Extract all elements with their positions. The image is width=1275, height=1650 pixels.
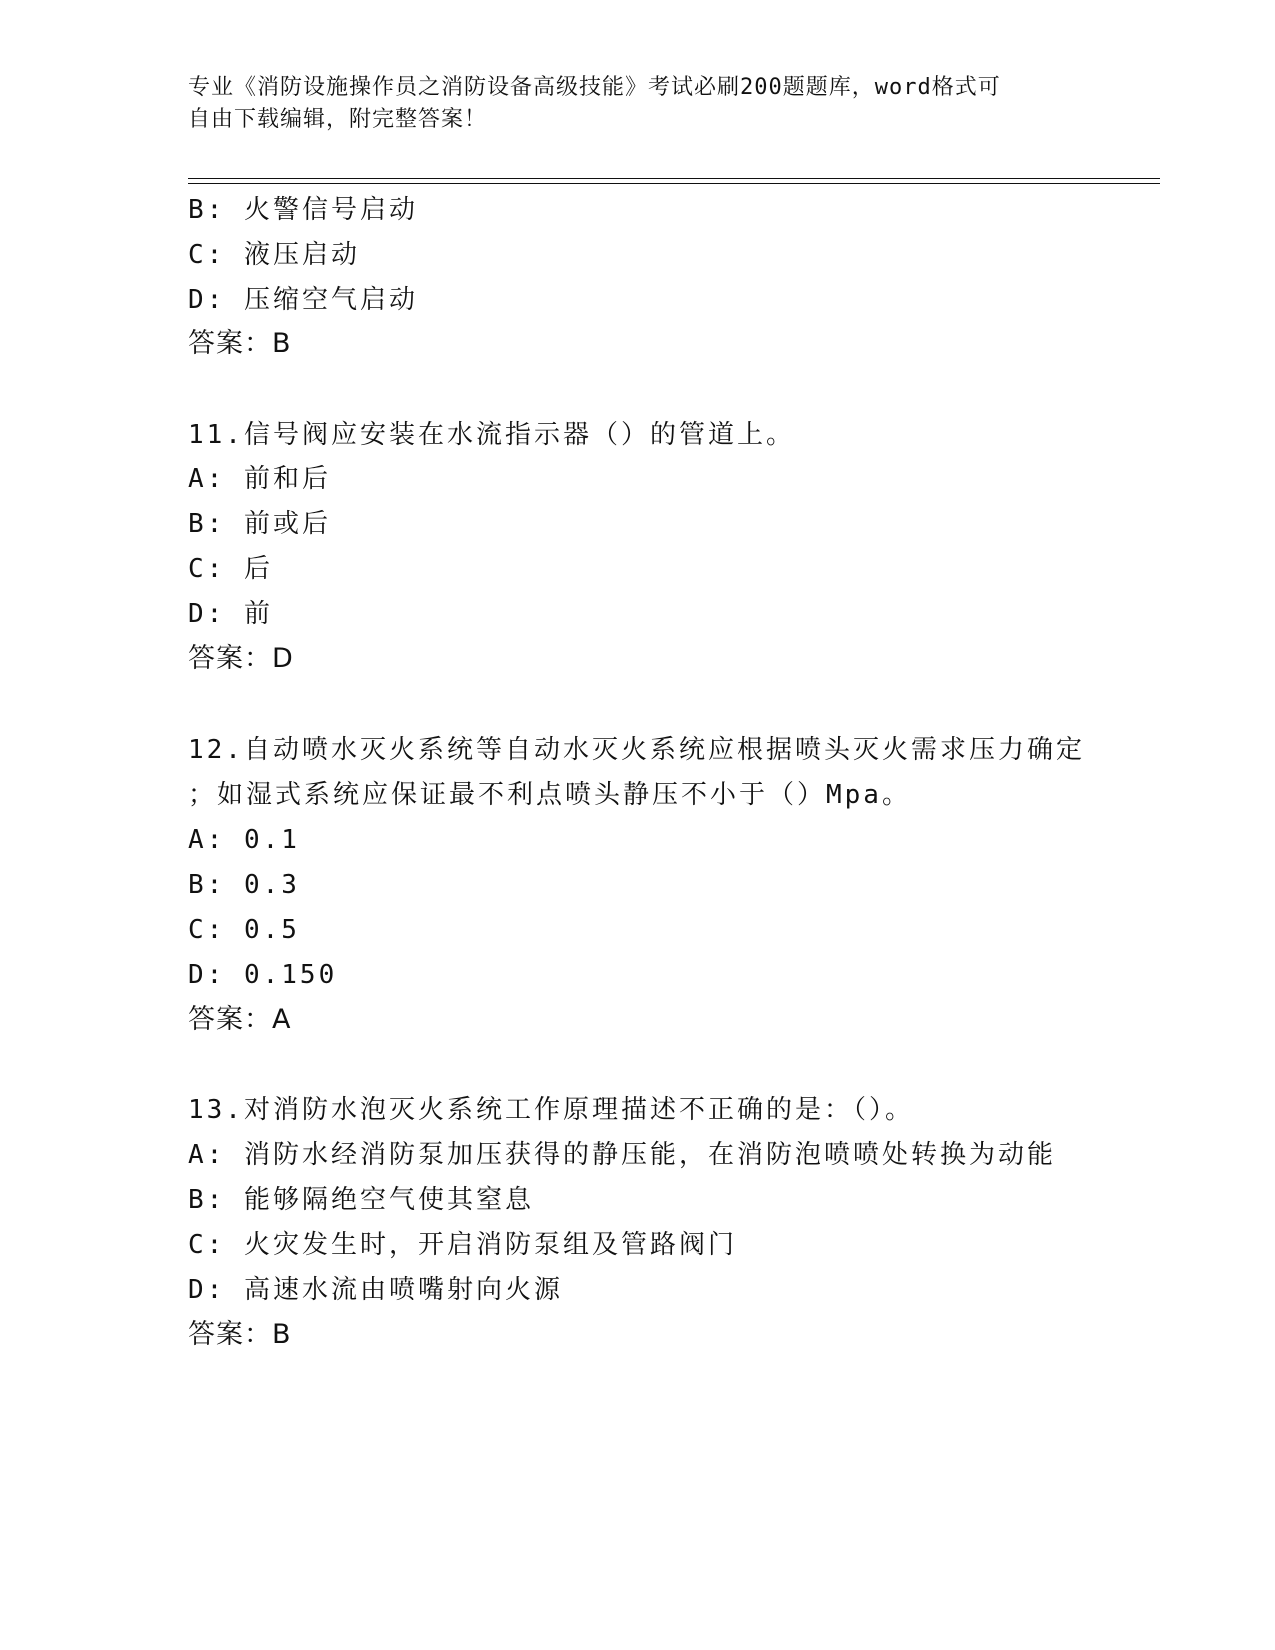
q11-option-d: D: 前 [188, 599, 273, 629]
q12-stem-line-2: ；如湿式系统应保证最不利点喷头静压不小于（）Mpa。 [188, 780, 911, 810]
header-divider-top [188, 178, 1160, 179]
header-title-line-2: 自由下载编辑，附完整答案！ [188, 107, 488, 132]
q11-option-a: A: 前和后 [188, 464, 331, 494]
q13-stem: 13.对消防水泡灭火系统工作原理描述不正确的是：（）。 [188, 1095, 914, 1125]
q12-option-b: B: 0.3 [188, 870, 300, 900]
q10-option-c: C: 液压启动 [188, 240, 360, 270]
q10-answer: 答案：B [188, 328, 292, 359]
q13-option-a: A: 消防水经消防泵加压获得的静压能，在消防泡喷喷处转换为动能 [188, 1140, 1056, 1170]
q13-option-d: D: 高速水流由喷嘴射向火源 [188, 1275, 563, 1305]
document-header [188, 72, 1068, 136]
q12-stem-line-1: 12.自动喷水灭火系统等自动水灭火系统应根据喷头灭火需求压力确定 [188, 735, 1085, 765]
q12-answer: 答案：A [188, 1004, 292, 1035]
q13-option-b: B: 能够隔绝空气使其窒息 [188, 1185, 534, 1215]
q12-option-d: D: 0.150 [188, 960, 338, 990]
header-title-line-1: 专业《消防设施操作员之消防设备高级技能》考试必刷200题题库，word格式可 [188, 75, 1001, 100]
q10-option-b: B: 火警信号启动 [188, 195, 418, 225]
q13-option-c: C: 火灾发生时，开启消防泵组及管路阀门 [188, 1230, 737, 1260]
q11-stem: 11.信号阀应安装在水流指示器（）的管道上。 [188, 420, 795, 450]
header-divider-bottom [188, 183, 1160, 184]
q11-option-c: C: 后 [188, 554, 273, 584]
q10-option-d: D: 压缩空气启动 [188, 285, 418, 315]
q12-option-a: A: 0.1 [188, 825, 300, 855]
q11-answer: 答案：D [188, 643, 294, 674]
q11-option-b: B: 前或后 [188, 509, 331, 539]
q13-answer: 答案：B [188, 1319, 292, 1350]
q12-option-c: C: 0.5 [188, 915, 300, 945]
